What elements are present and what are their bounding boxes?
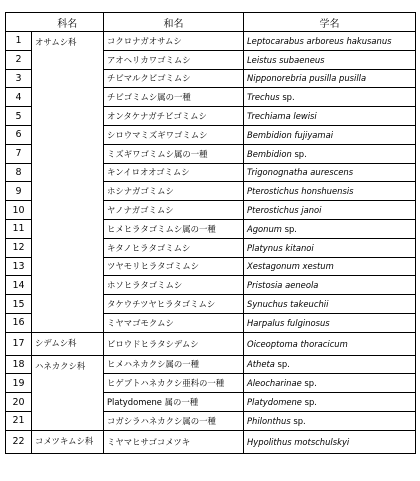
scientific-name [244,163,416,182]
scientific-name [244,374,416,393]
table-row [6,332,416,355]
row-number: 21 [6,411,32,430]
scientific-name [244,276,416,295]
scientific-name [244,32,416,51]
species-suffix: sp. [301,378,317,389]
row-number: 3 [6,69,32,88]
japanese-name: キンイロオオゴミムシ [104,163,244,182]
family-cell: ハネカクシ科 [32,355,104,430]
scientific-name-text: Pterostichus janoi [247,205,322,216]
japanese-name: オンタケナガチビゴミムシ [104,107,244,126]
japanese-name: Platydomene 属の一種 [104,393,244,412]
row-number: 5 [6,107,32,126]
scientific-name-text: Pristosia aeneola [247,280,319,291]
japanese-name: ホソヒラタゴミムシ [104,276,244,295]
japanese-name: コクロナガオサムシ [104,32,244,51]
scientific-name-text: Aleocharinae [247,378,302,389]
scientific-name-text: Atheta [247,359,275,370]
scientific-name-text: Leistus subaeneus [247,54,325,65]
row-number: 12 [6,238,32,257]
japanese-name: ヒメヒラタゴミムシ属の一種 [104,219,244,238]
scientific-name-text: Synuchus takeuchii [247,299,329,310]
scientific-name-text: Bembidion [247,148,292,159]
japanese-name: ヒゲブトハネカクシ亜科の一種 [104,374,244,393]
species-suffix: sp. [301,397,317,408]
header-scientific-name: 学名 [244,13,416,32]
japanese-name: ミヤマゴモクムシ [104,313,244,332]
japanese-name: ミズギワゴミムシ属の一種 [104,144,244,163]
row-number: 9 [6,182,32,201]
japanese-name: ホシナガゴミムシ [104,182,244,201]
scientific-name [244,257,416,276]
species-table [5,12,416,454]
scientific-name [244,295,416,314]
table-row [6,430,416,453]
table-row [6,32,416,51]
scientific-name [244,332,416,355]
scientific-name [244,313,416,332]
scientific-name-text: Xestagonum xestum [247,261,334,272]
row-number: 15 [6,295,32,314]
scientific-name [244,144,416,163]
scientific-name [244,430,416,453]
japanese-name: チビゴミムシ属の一種 [104,88,244,107]
row-number: 18 [6,355,32,374]
species-suffix: sp. [290,415,306,426]
species-suffix: sp. [274,359,290,370]
row-number: 7 [6,144,32,163]
scientific-name [244,50,416,69]
scientific-name [244,411,416,430]
scientific-name [244,201,416,220]
header-family: 科名 [32,13,104,32]
row-number: 2 [6,50,32,69]
japanese-name: タケウチツヤヒラタゴミムシ [104,295,244,314]
japanese-name: キタノヒラタゴミムシ [104,238,244,257]
scientific-name-text: Oiceoptoma thoracicum [247,338,348,349]
scientific-name-text: Platynus kitanoi [247,242,314,253]
scientific-name-text: Philonthus [247,415,291,426]
scientific-name [244,88,416,107]
row-number: 17 [6,332,32,355]
row-number: 19 [6,374,32,393]
species-suffix: sp. [291,148,307,159]
japanese-name: コガシラハネカクシ属の一種 [104,411,244,430]
japanese-name: シロウマミズギワゴミムシ [104,125,244,144]
scientific-name [244,69,416,88]
scientific-name [244,219,416,238]
scientific-name [244,125,416,144]
scientific-name-text: Trechiama lewisi [247,111,317,122]
japanese-name: アオヘリカワゴミムシ [104,50,244,69]
family-cell: コメツキムシ科 [32,430,104,453]
scientific-name-text: Bembidion fujiyamai [247,129,334,140]
scientific-name-text: Harpalus fulginosus [247,317,330,328]
japanese-name: ツヤモリヒラタゴミムシ [104,257,244,276]
row-number: 4 [6,88,32,107]
header-row [6,13,416,32]
row-number: 22 [6,430,32,453]
row-number: 11 [6,219,32,238]
row-number: 8 [6,163,32,182]
table-body [6,32,416,454]
scientific-name [244,393,416,412]
scientific-name-text: Platydomene [247,397,302,408]
row-number: 20 [6,393,32,412]
scientific-name-text: Pterostichus honshuensis [247,186,354,197]
japanese-name: ヒメハネカクシ属の一種 [104,355,244,374]
species-suffix: sp. [279,92,295,103]
japanese-name: ビロウドヒラタシデムシ [104,332,244,355]
table-row [6,355,416,374]
family-cell: シデムシ科 [32,332,104,355]
row-number: 1 [6,32,32,51]
family-cell: オサムシ科 [32,32,104,333]
row-number: 14 [6,276,32,295]
scientific-name [244,107,416,126]
scientific-name-text: Agonum [247,223,282,234]
row-number: 10 [6,201,32,220]
row-number: 13 [6,257,32,276]
scientific-name-text: Trechus [247,92,280,103]
scientific-name-text: Hypolithus motschulskyi [247,436,350,447]
row-number: 16 [6,313,32,332]
scientific-name-text: Trigonognatha aurescens [247,167,354,178]
scientific-name [244,238,416,257]
header-japanese-name: 和名 [104,13,244,32]
japanese-name: ミヤマヒサゴコメツキ [104,430,244,453]
japanese-name: ヤノナガゴミムシ [104,201,244,220]
species-suffix: sp. [281,223,297,234]
scientific-name-text: Leptocarabus arboreus hakusanus [247,35,392,46]
row-number: 6 [6,125,32,144]
scientific-name [244,182,416,201]
header-number [6,13,32,32]
scientific-name [244,355,416,374]
scientific-name-text: Nipponorebria pusilla pusilla [247,73,367,84]
japanese-name: チビマルクビゴミムシ [104,69,244,88]
